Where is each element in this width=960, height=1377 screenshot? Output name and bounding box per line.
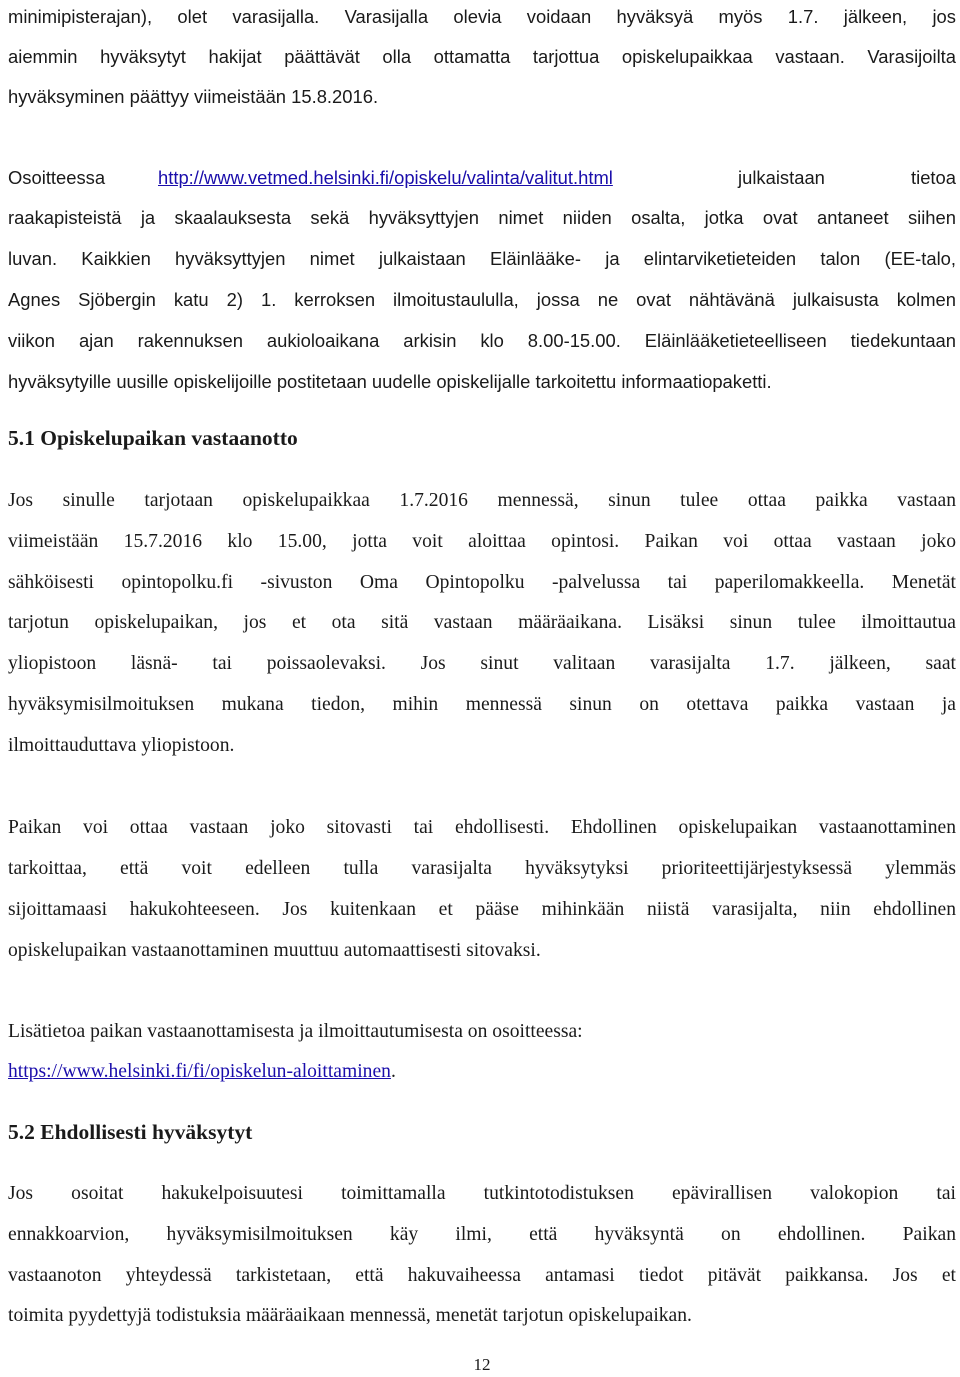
paragraph-1-line-3: hyväksyminen päättyy viimeistään 15.8.2016. bbox=[8, 86, 379, 107]
paragraph-3-line-3: sähköisesti opintopolku.fi -sivuston Oma Opintopolku -palvelussa tai paperilomakkeella. Menetät bbox=[8, 572, 956, 593]
paragraph-2-line-3: luvan. Kaikkien hyväksyttyjen nimet julkaistaan Eläinlääke- ja elintarviketieteiden talon (EE-talo, bbox=[8, 248, 956, 269]
paragraph-4-line-1: Paikan voi ottaa vastaan joko sitovasti tai ehdollisesti. Ehdollinen opiskelupaikan vastaanottaminen bbox=[8, 817, 956, 838]
paragraph-5-line-2 bbox=[8, 1059, 956, 1085]
paragraph-2-line-5: viikon ajan rakennuksen aukioloaikana arkisin klo 8.00-15.00. Eläinlääketieteelliseen tiedekuntaan bbox=[8, 330, 956, 351]
paragraph-3-line-7: ilmoittauduttava yliopistoon. bbox=[8, 735, 235, 756]
link-period: . bbox=[390, 1061, 396, 1082]
paragraph-2-line-6: hyväksytyille uusille opiskelijoille postitetaan uudelle opiskelijalle tarkoitettu informaatiopaketti. bbox=[8, 371, 772, 392]
valitut-link[interactable]: http://www.vetmed.helsinki.fi/opiskelu/valinta/valitut.html bbox=[158, 167, 613, 188]
paragraph-3-line-6: hyväksymisilmoituksen mukana tiedon, mihin mennessä sinun on otettava paikka vastaan ja bbox=[8, 694, 956, 715]
section-heading-5-2: 5.2 Ehdollisesti hyväksytyt bbox=[8, 1120, 253, 1144]
paragraph-3-line-2: viimeistään 15.7.2016 klo 15.00, jotta voit aloittaa opintosi. Paikan voi ottaa vastaan joko bbox=[8, 531, 956, 552]
paragraph-2-line-4: Agnes Sjöbergin katu 2) 1. kerroksen ilmoitustaululla, jossa ne ovat nähtävänä julkaisusta kolmen bbox=[8, 289, 956, 310]
tietoa-text: tietoa bbox=[911, 167, 956, 188]
paragraph-4-line-2: tarkoittaa, että voit edelleen tulla varasijalta hyväksytyksi prioriteettijärjestyksessä ylemmäs bbox=[8, 858, 956, 879]
osoitteessa-text: Osoitteessa bbox=[8, 167, 106, 188]
aloittaminen-link[interactable]: https://www.helsinki.fi/fi/opiskelun-aloittaminen bbox=[8, 1061, 391, 1082]
page-number: 12 bbox=[473, 1355, 491, 1374]
paragraph-5-line-1: Lisätietoa paikan vastaanottamisesta ja ilmoittautumisesta on osoitteessa: bbox=[8, 1021, 583, 1042]
paragraph-4-line-4: opiskelupaikan vastaanottaminen muuttuu automaattisesti sitovaksi. bbox=[8, 940, 541, 961]
paragraph-4-line-3: sijoittamaasi hakukohteeseen. Jos kuitenkaan et pääse mihinkään niistä varasijalta, niin ehdollinen bbox=[8, 899, 956, 920]
paragraph-1-line-1: minimipisterajan), olet varasijalla. Varasijalla olevia voidaan hyväksyä myös 1.7. jälkeen, jos bbox=[8, 6, 956, 27]
paragraph-6-line-2: ennakkoarvion, hyväksymisilmoituksen käy ilmi, että hyväksyntä on ehdollinen. Paikan bbox=[8, 1224, 956, 1245]
paragraph-3-line-5: yliopistoon läsnä- tai poissaolevaksi. Jos sinut valitaan varasijalta 1.7. jälkeen, saat bbox=[8, 653, 956, 674]
paragraph-1-line-2: aiemmin hyväksytyt hakijat päättävät olla ottamatta tarjottua opiskelupaikkaa vastaan. Varasijoilta bbox=[8, 46, 956, 67]
paragraph-2-line-2: raakapisteistä ja skaalauksesta sekä hyväksyttyjen nimet niiden osalta, jotka ovat antaneet siihen bbox=[8, 207, 956, 228]
paragraph-3-line-4: tarjotun opiskelupaikan, jos et ota sitä vastaan määräaikana. Lisäksi sinun tulee ilmoittautua bbox=[8, 612, 956, 633]
paragraph-6-line-3: vastaanoton yhteydessä tarkistetaan, että hakuvaiheessa antamasi tiedot pitävät paikkansa. Jos et bbox=[8, 1265, 956, 1286]
paragraph-3-line-1: Jos sinulle tarjotaan opiskelupaikkaa 1.7.2016 mennessä, sinun tulee ottaa paikka vastaan bbox=[8, 490, 956, 511]
julkaistaan-text: julkaistaan bbox=[738, 167, 825, 188]
paragraph-6-line-1: Jos osoitat hakukelpoisuutesi toimittamalla tutkintotodistuksen epävirallisen valokopion tai bbox=[8, 1183, 956, 1204]
section-heading-5-1: 5.1 Opiskelupaikan vastaanotto bbox=[8, 426, 298, 450]
paragraph-6-line-4: toimita pyydettyjä todistuksia määräaikaan mennessä, menetät tarjotun opiskelupaikan. bbox=[8, 1305, 692, 1326]
